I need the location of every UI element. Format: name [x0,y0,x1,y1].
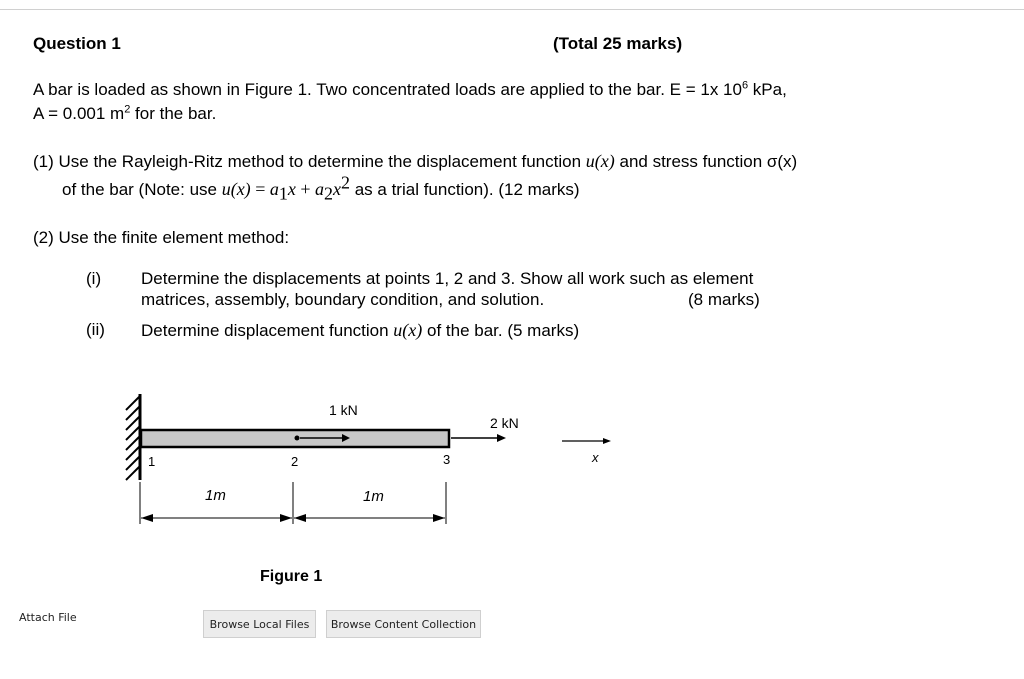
sub-ii-line: Determine displacement function u(x) of the bar. (5 marks) [141,320,580,340]
node-label-1: 1 [148,454,156,469]
fixed-wall-support [126,394,140,480]
node-label-3: 3 [443,452,451,467]
sub-i-number: (i) [86,269,102,288]
figure-caption: Figure 1 [260,568,323,585]
length-label-2: 1m [363,488,384,505]
top-divider [0,9,1024,10]
figure-1-diagram [0,380,700,600]
part2-heading: (2) Use the finite element method: [33,228,290,247]
sub-ii-number: (ii) [86,320,105,339]
browse-local-files-button[interactable]: Browse Local Files [203,610,316,638]
question-title: Question 1 [33,34,121,53]
node-label-2: 2 [291,454,299,469]
load-arrow-2kn [451,434,506,442]
total-marks: (Total 25 marks) [553,34,683,53]
intro-line-2: A = 0.001 $m^2$ for the bar. [33,103,217,123]
sub-i-marks: (8 marks) [688,290,760,309]
load-label-2kn: 2 kN [490,415,519,431]
part1-line-1: (1) Use the Rayleigh-Ritz method to determine the displacement function u(x) and stress function σ(x) [33,151,798,171]
browse-content-collection-button[interactable]: Browse Content Collection [326,610,481,638]
part1-line-2: of the bar (Note: use $u(x) = a_1x + a_2x^2$ as a trial function). (12 marks) [62,172,580,204]
sub-i-line-2: matrices, assembly, boundary condition, and solution. [141,290,545,309]
x-axis-label: x [592,450,599,465]
x-axis-arrow [562,438,611,444]
attach-file-label: Attach File [19,611,77,624]
length-label-1: 1m [205,487,226,504]
sub-i-line-1: Determine the displacements at points 1, 2 and 3. Show all work such as element [141,269,754,288]
load-label-1kn: 1 kN [329,402,358,418]
dimension-lines [140,482,446,524]
intro-line-1: A bar is loaded as shown in Figure 1. Two concentrated loads are applied to the bar. E = 1x $10^6$ kPa, [33,79,787,99]
node-2-dot [295,436,300,441]
